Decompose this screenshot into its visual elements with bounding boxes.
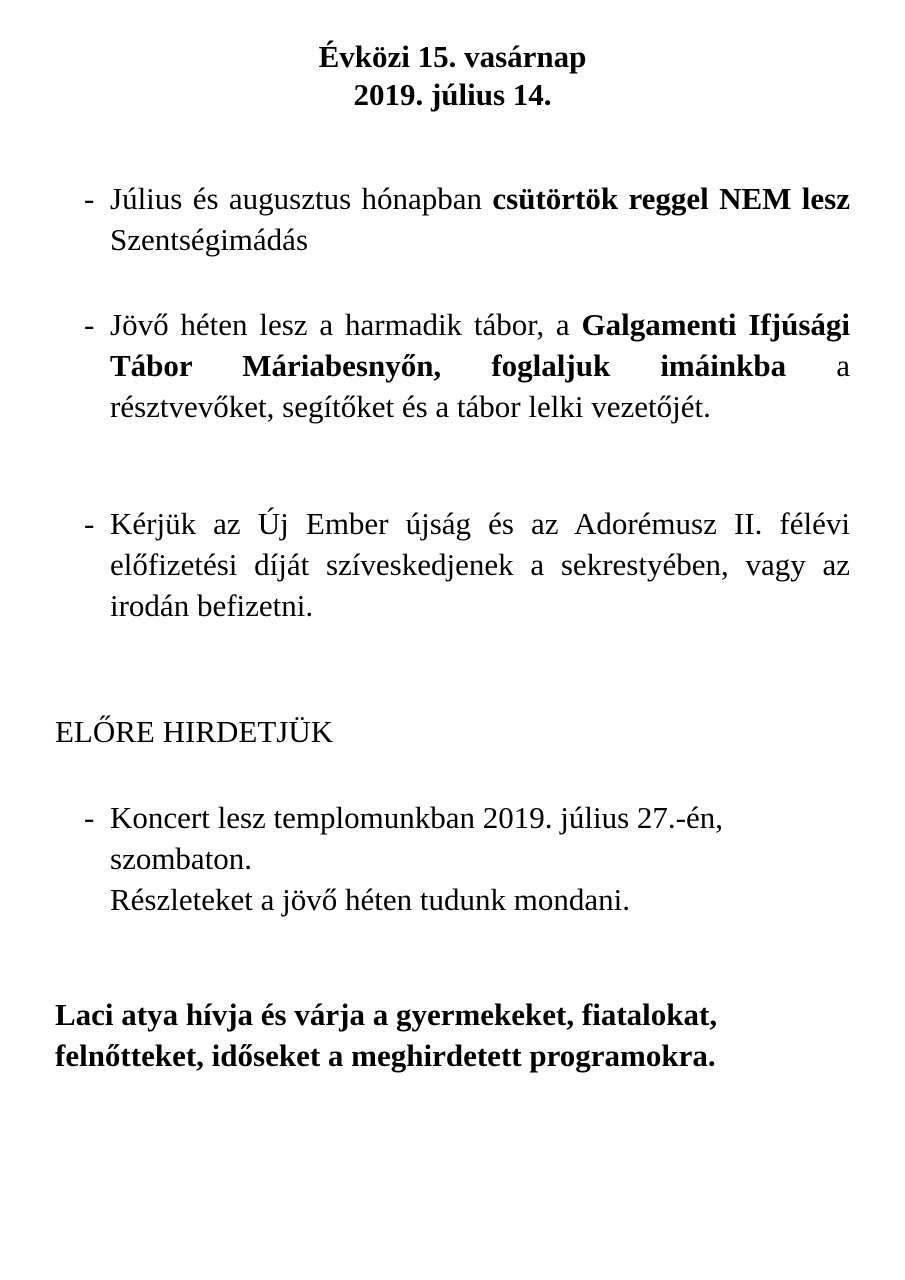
closing-message: Laci atya hívja és várja a gyermekeket, fiatalokat, felnőtteket, időseket a meghirdetett programokra. <box>55 997 718 1073</box>
announcement-item <box>84 304 850 427</box>
announcement-text <box>110 503 850 626</box>
page-title: Évközi 15. vasárnap <box>318 39 587 74</box>
bold-text-segment: csütörtök reggel NEM lesz <box>492 181 850 216</box>
text-segment: Szentségimádás <box>110 222 309 257</box>
bullet-dash: - <box>84 181 95 216</box>
bold-text-segment: Galgamenti Ifjúsági Tábor Máriabesnyőn, foglaljuk imáinkba <box>110 307 850 383</box>
announcement-text <box>110 304 850 427</box>
announcement-text <box>110 178 850 260</box>
text-line: Részleteket a jövő héten tudunk mondani. <box>110 882 630 917</box>
bullet-dash: - <box>84 506 95 541</box>
bullet-dash: - <box>84 307 95 342</box>
announcement-item <box>84 797 850 920</box>
text-line: Koncert lesz templomunkban 2019. július 27.-én, <box>110 800 723 835</box>
page-date: 2019. július 14. <box>353 77 552 112</box>
section-heading: ELŐRE HIRDETJÜK <box>55 714 334 749</box>
text-segment: a résztvevőket, segítőket és a tábor lelki vezetőjét. <box>110 348 850 424</box>
text-line: szombaton. <box>110 841 253 876</box>
announcement-item <box>84 503 850 626</box>
text-segment: Jövő héten lesz a harmadik tábor, a <box>110 307 582 342</box>
text-segment: Kérjük az Új Ember újság és az Adorémusz II. félévi előfizetési díját szíveskedjenek a sekrestyében, vagy az irodán befizetni. <box>110 506 850 623</box>
announcement-item <box>84 178 850 260</box>
announcement-text <box>110 797 850 920</box>
text-segment: Július és augusztus hónapban <box>110 181 493 216</box>
bullet-dash: - <box>84 800 95 835</box>
